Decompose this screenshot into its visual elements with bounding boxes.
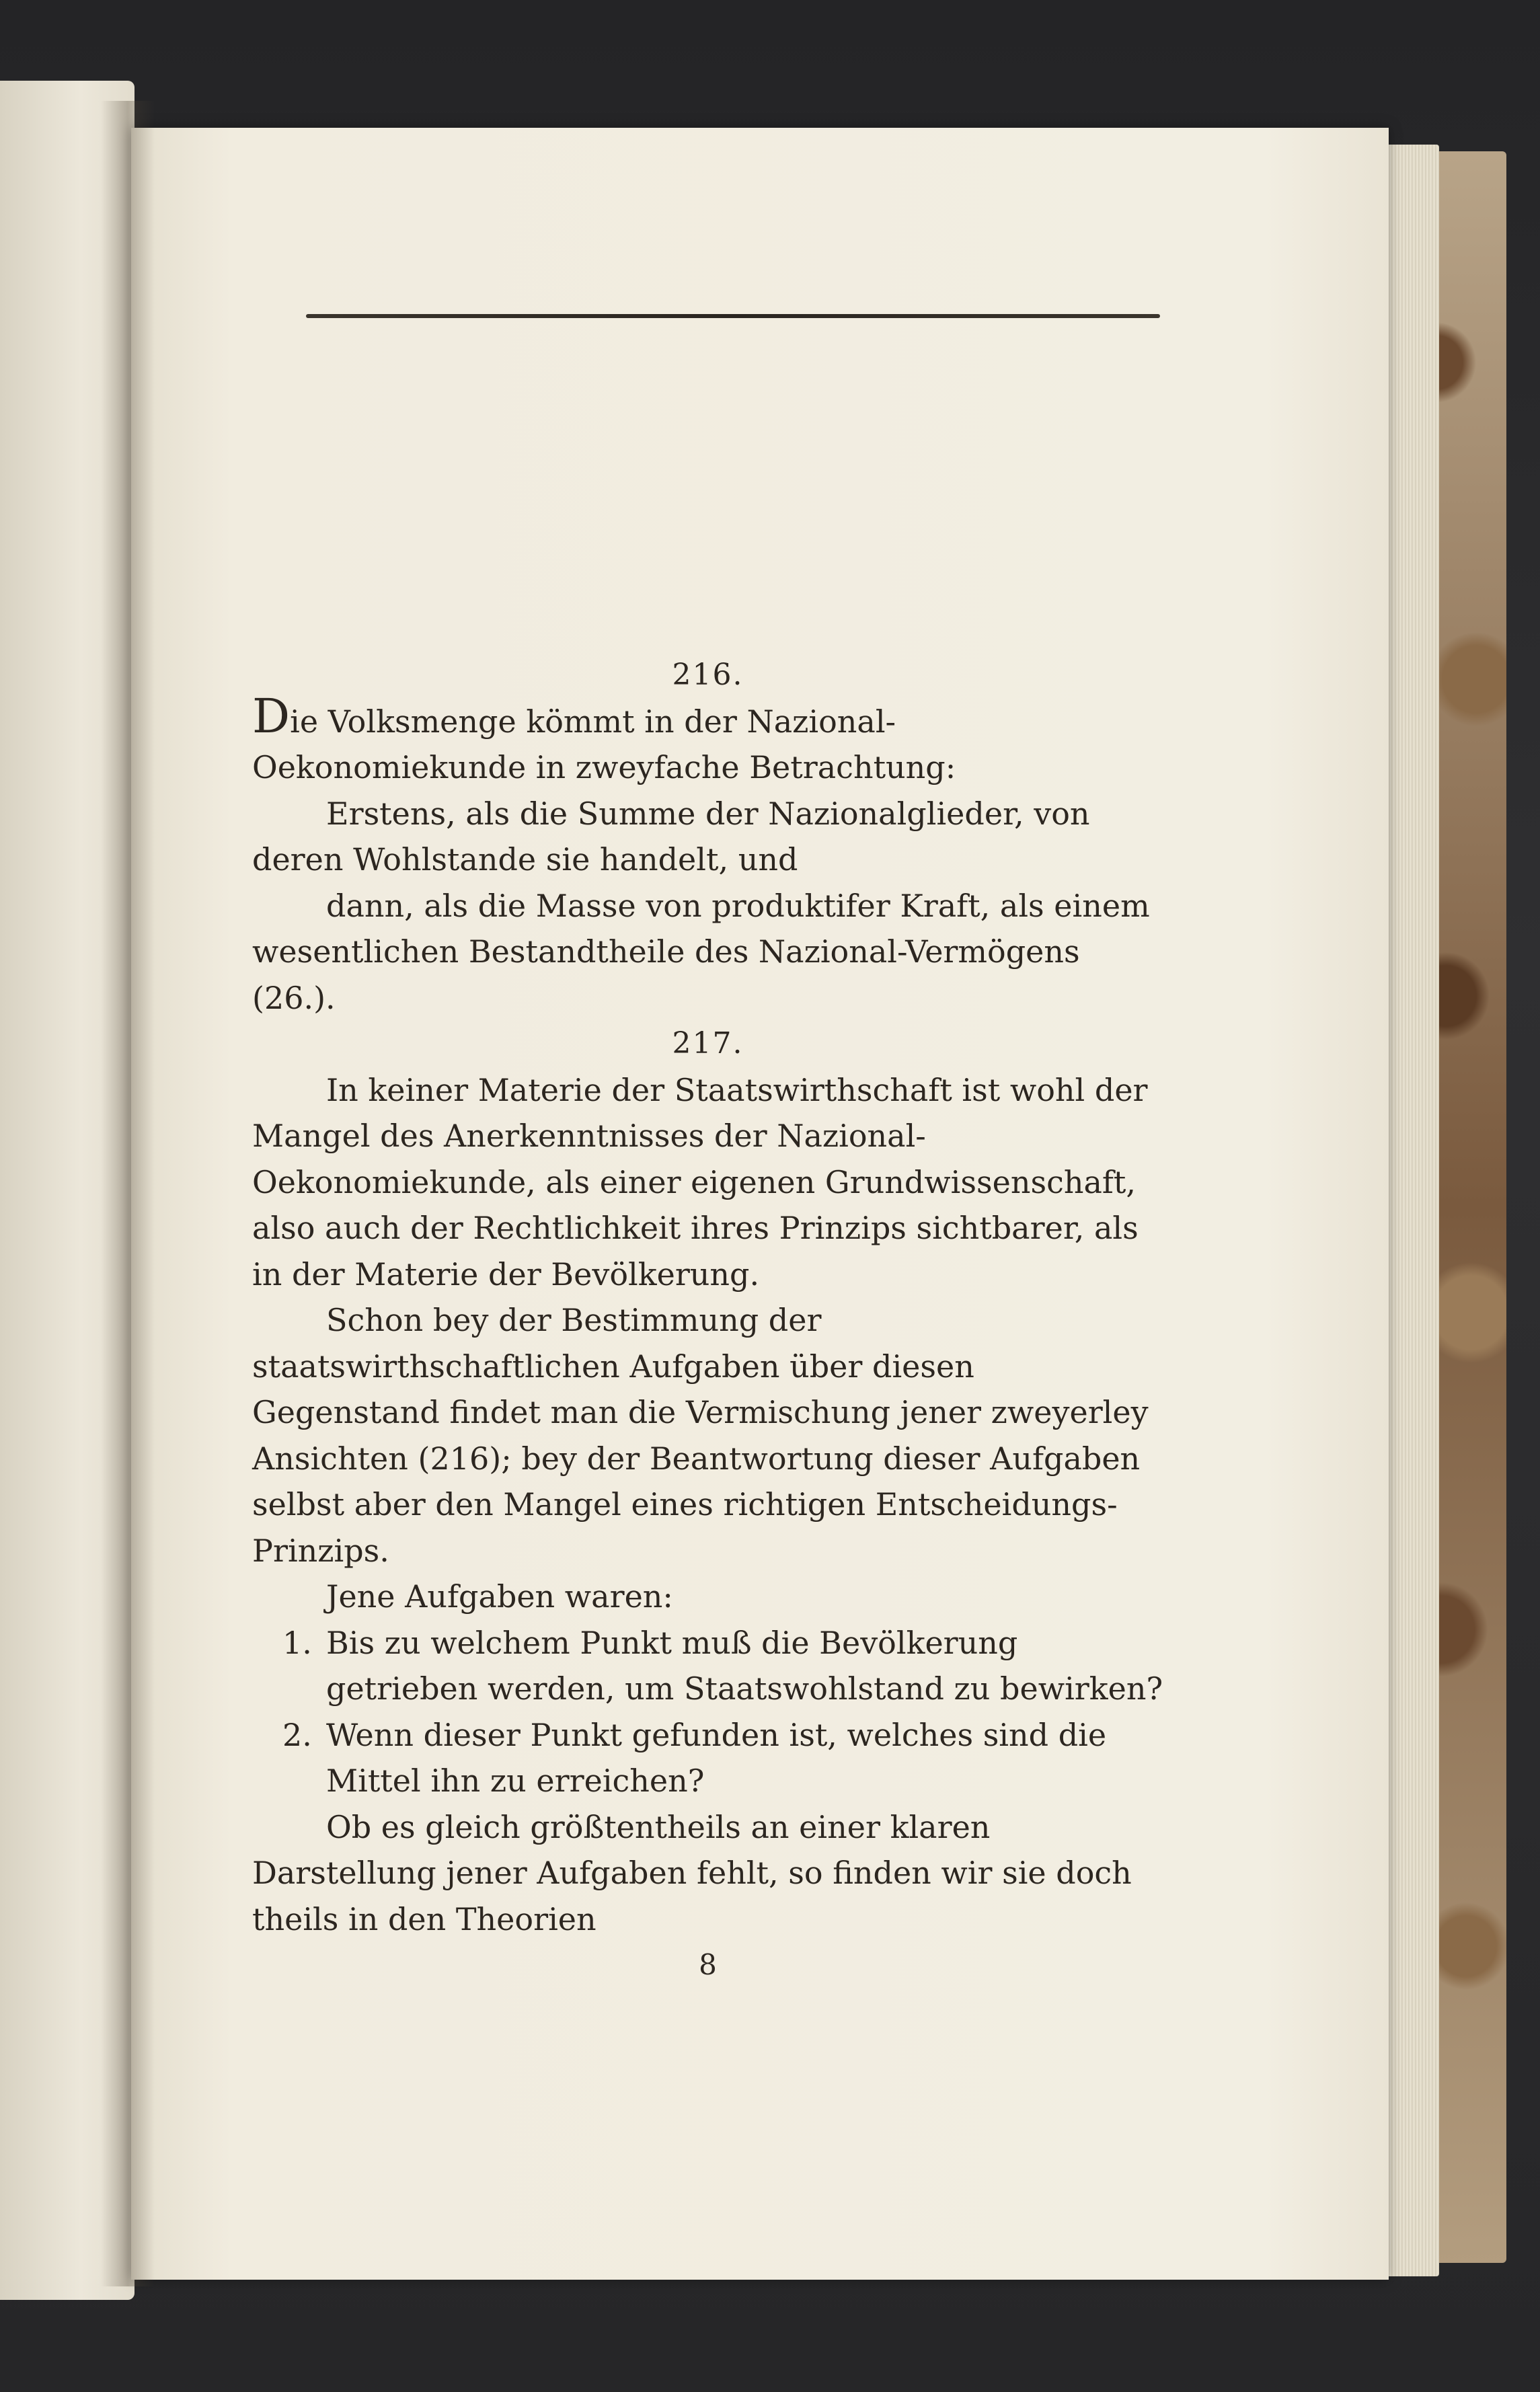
list-number: 2. xyxy=(282,1716,312,1753)
list-text: Bis zu welchem Punkt muß die Bevölkerung getrieben werden, um Staatswohlstand zu bewirken? xyxy=(326,1624,1163,1707)
paragraph-text: ie Volksmenge kömmt in der Nazional-Oekonomiekunde in zweyfache Betrachtung: xyxy=(252,703,956,785)
paragraph-216-1 xyxy=(252,688,1163,791)
page-gutter xyxy=(101,101,155,2286)
paragraph-217-2: Schon bey der Bestimmung der staatswirthschaftlichen Aufgaben über diesen Gegenstand findet man die Vermischung jener zweyerley Ansichten (216); bey der Beantwortung dieser Aufgaben selbst aber den Mangel eines richtigen Entscheidungs-Prinzips. xyxy=(252,1302,1149,1569)
paragraph-217-3: Jene Aufgaben waren: xyxy=(326,1578,673,1615)
paragraph-216-3: dann, als die Masse von produktifer Kraft, als einem wesentlichen Bestandtheile des Nazional-Vermögens (26.). xyxy=(252,887,1150,1016)
section-number-217: 217. xyxy=(672,1026,744,1060)
page-text xyxy=(252,652,1163,1989)
header-rule xyxy=(306,314,1160,318)
list-text: Wenn dieser Punkt gefunden ist, welches sind die Mittel ihn zu erreichen? xyxy=(326,1716,1107,1799)
dropcap: D xyxy=(252,688,291,744)
paragraph-216-2: Erstens, als die Summe der Nazionalglieder, von deren Wohlstande sie handelt, und xyxy=(252,795,1090,878)
list-item xyxy=(252,1712,1163,1804)
section-number-216: 216. xyxy=(672,658,744,692)
closing-paragraph: Ob es gleich größtentheils an einer klaren Darstellung jener Aufgaben fehlt, so finden wir sie doch theils in den Theorien xyxy=(252,1808,1132,1937)
list-item xyxy=(252,1620,1163,1712)
signature-mark: 8 xyxy=(699,1948,717,1981)
paragraph-217-1: In keiner Materie der Staatswirthschaft ist wohl der Mangel des Anerkenntnisses der Nazional-Oekonomiekunde, als einer eigenen Grundwissenschaft, also auch der Rechtlichkeit ihres Prinzips sichtbarer, als in der Materie der Bevölkerung. xyxy=(252,1071,1148,1293)
list-number: 1. xyxy=(282,1624,312,1661)
